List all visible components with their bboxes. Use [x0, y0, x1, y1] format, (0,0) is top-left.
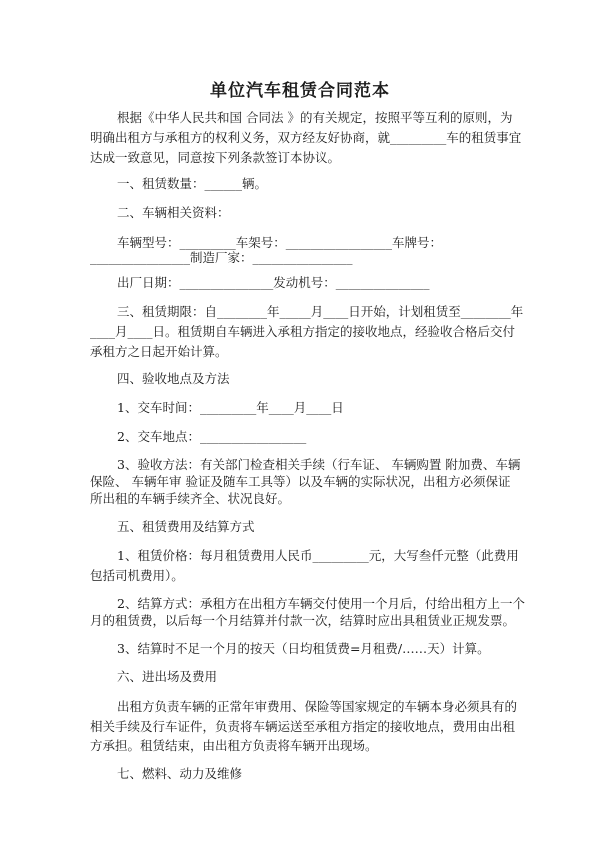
lease-term-line-2: ____月____日。租赁期自车辆进入承租方指定的接收地点，经验收合格后交付 — [90, 324, 516, 339]
entry-exit-line-2: 相关手续及行车证件，负责将车辆运送至承租方指定的接收地点，费用由出租 — [90, 719, 516, 734]
intro-line-3: 达成一致意见，同意按下列条款签订本协议。 — [90, 150, 341, 165]
lease-term-line-3: 承租方之日起开始计算。 — [90, 344, 228, 359]
delivery-time-line: 1、交车时间：_________年____月____日 — [117, 400, 344, 415]
entry-exit-line-3: 方承担。租赁结束，由出租方负责将车辆开出现场。 — [90, 738, 378, 753]
section-fuel-heading: 七、燃料、动力及维修 — [117, 766, 243, 781]
settlement-line-2: 月的租赁费，以后每一个月结算并付款一次，结算时应出具租赁业正规发票。 — [90, 613, 516, 628]
acceptance-method-line-3: 所出租的车辆手续齐全、状况良好。 — [90, 491, 291, 506]
section-acceptance-heading: 四、验收地点及方法 — [117, 371, 230, 386]
vehicle-info-line-1: 车辆型号：_________车架号：_________________车牌号： — [117, 235, 443, 250]
document-title: 单位汽车租赁合同范本 — [210, 81, 390, 101]
section-vehicle-info-heading: 二、车辆相关资料： — [117, 205, 230, 220]
entry-exit-line-1: 出租方负责车辆的正常年审费用、保险等国家规定的车辆本身必须具有的 — [117, 699, 518, 714]
acceptance-method-line-1: 3、验收方法：有关部门检查相关手续（行车证、 车辆购置 附加费、车辆 — [117, 457, 521, 472]
section-entry-exit-heading: 六、进出场及费用 — [117, 669, 218, 684]
lease-term-line-1: 三、租赁期限：自________年_____月____日开始，计划租赁至________年 — [117, 304, 524, 319]
intro-line-2: 明确出租方与承租方的权利义务，双方经友好协商，就_________车的租赁事宜 — [90, 130, 522, 145]
settlement-line-1: 2、结算方式：承租方在出租方车辆交付使用一个月后，付给出租方上一个 — [117, 596, 525, 611]
vehicle-info-line-3: 出厂日期：_______________发动机号：_______________ — [117, 275, 430, 290]
acceptance-method-line-2: 保险、 车辆年审 验证及随车工具等）以及车辆的实际状况，出租方必须保证 — [90, 474, 511, 489]
vehicle-info-line-2: ________________制造厂家：________________ — [90, 250, 353, 265]
intro-line-1: 根据《中华人民共和国 合同法 》的有关规定，按照平等互利的原则，为 — [117, 110, 513, 125]
section-fees-heading: 五、租赁费用及结算方式 — [117, 519, 255, 534]
rental-price-line-1: 1、租赁价格：每月租赁费用人民币_________元，大写叁仟元整（此费用 — [117, 548, 519, 563]
partial-month-line: 3、结算时不足一个月的按天（日均租赁费=月租费/……天）计算。 — [117, 641, 490, 656]
delivery-place-line: 2、交车地点：_________________ — [117, 429, 307, 444]
section-rental-quantity: 一、租赁数量：______辆。 — [117, 176, 268, 191]
rental-price-line-2: 包括司机费用）。 — [90, 568, 184, 583]
